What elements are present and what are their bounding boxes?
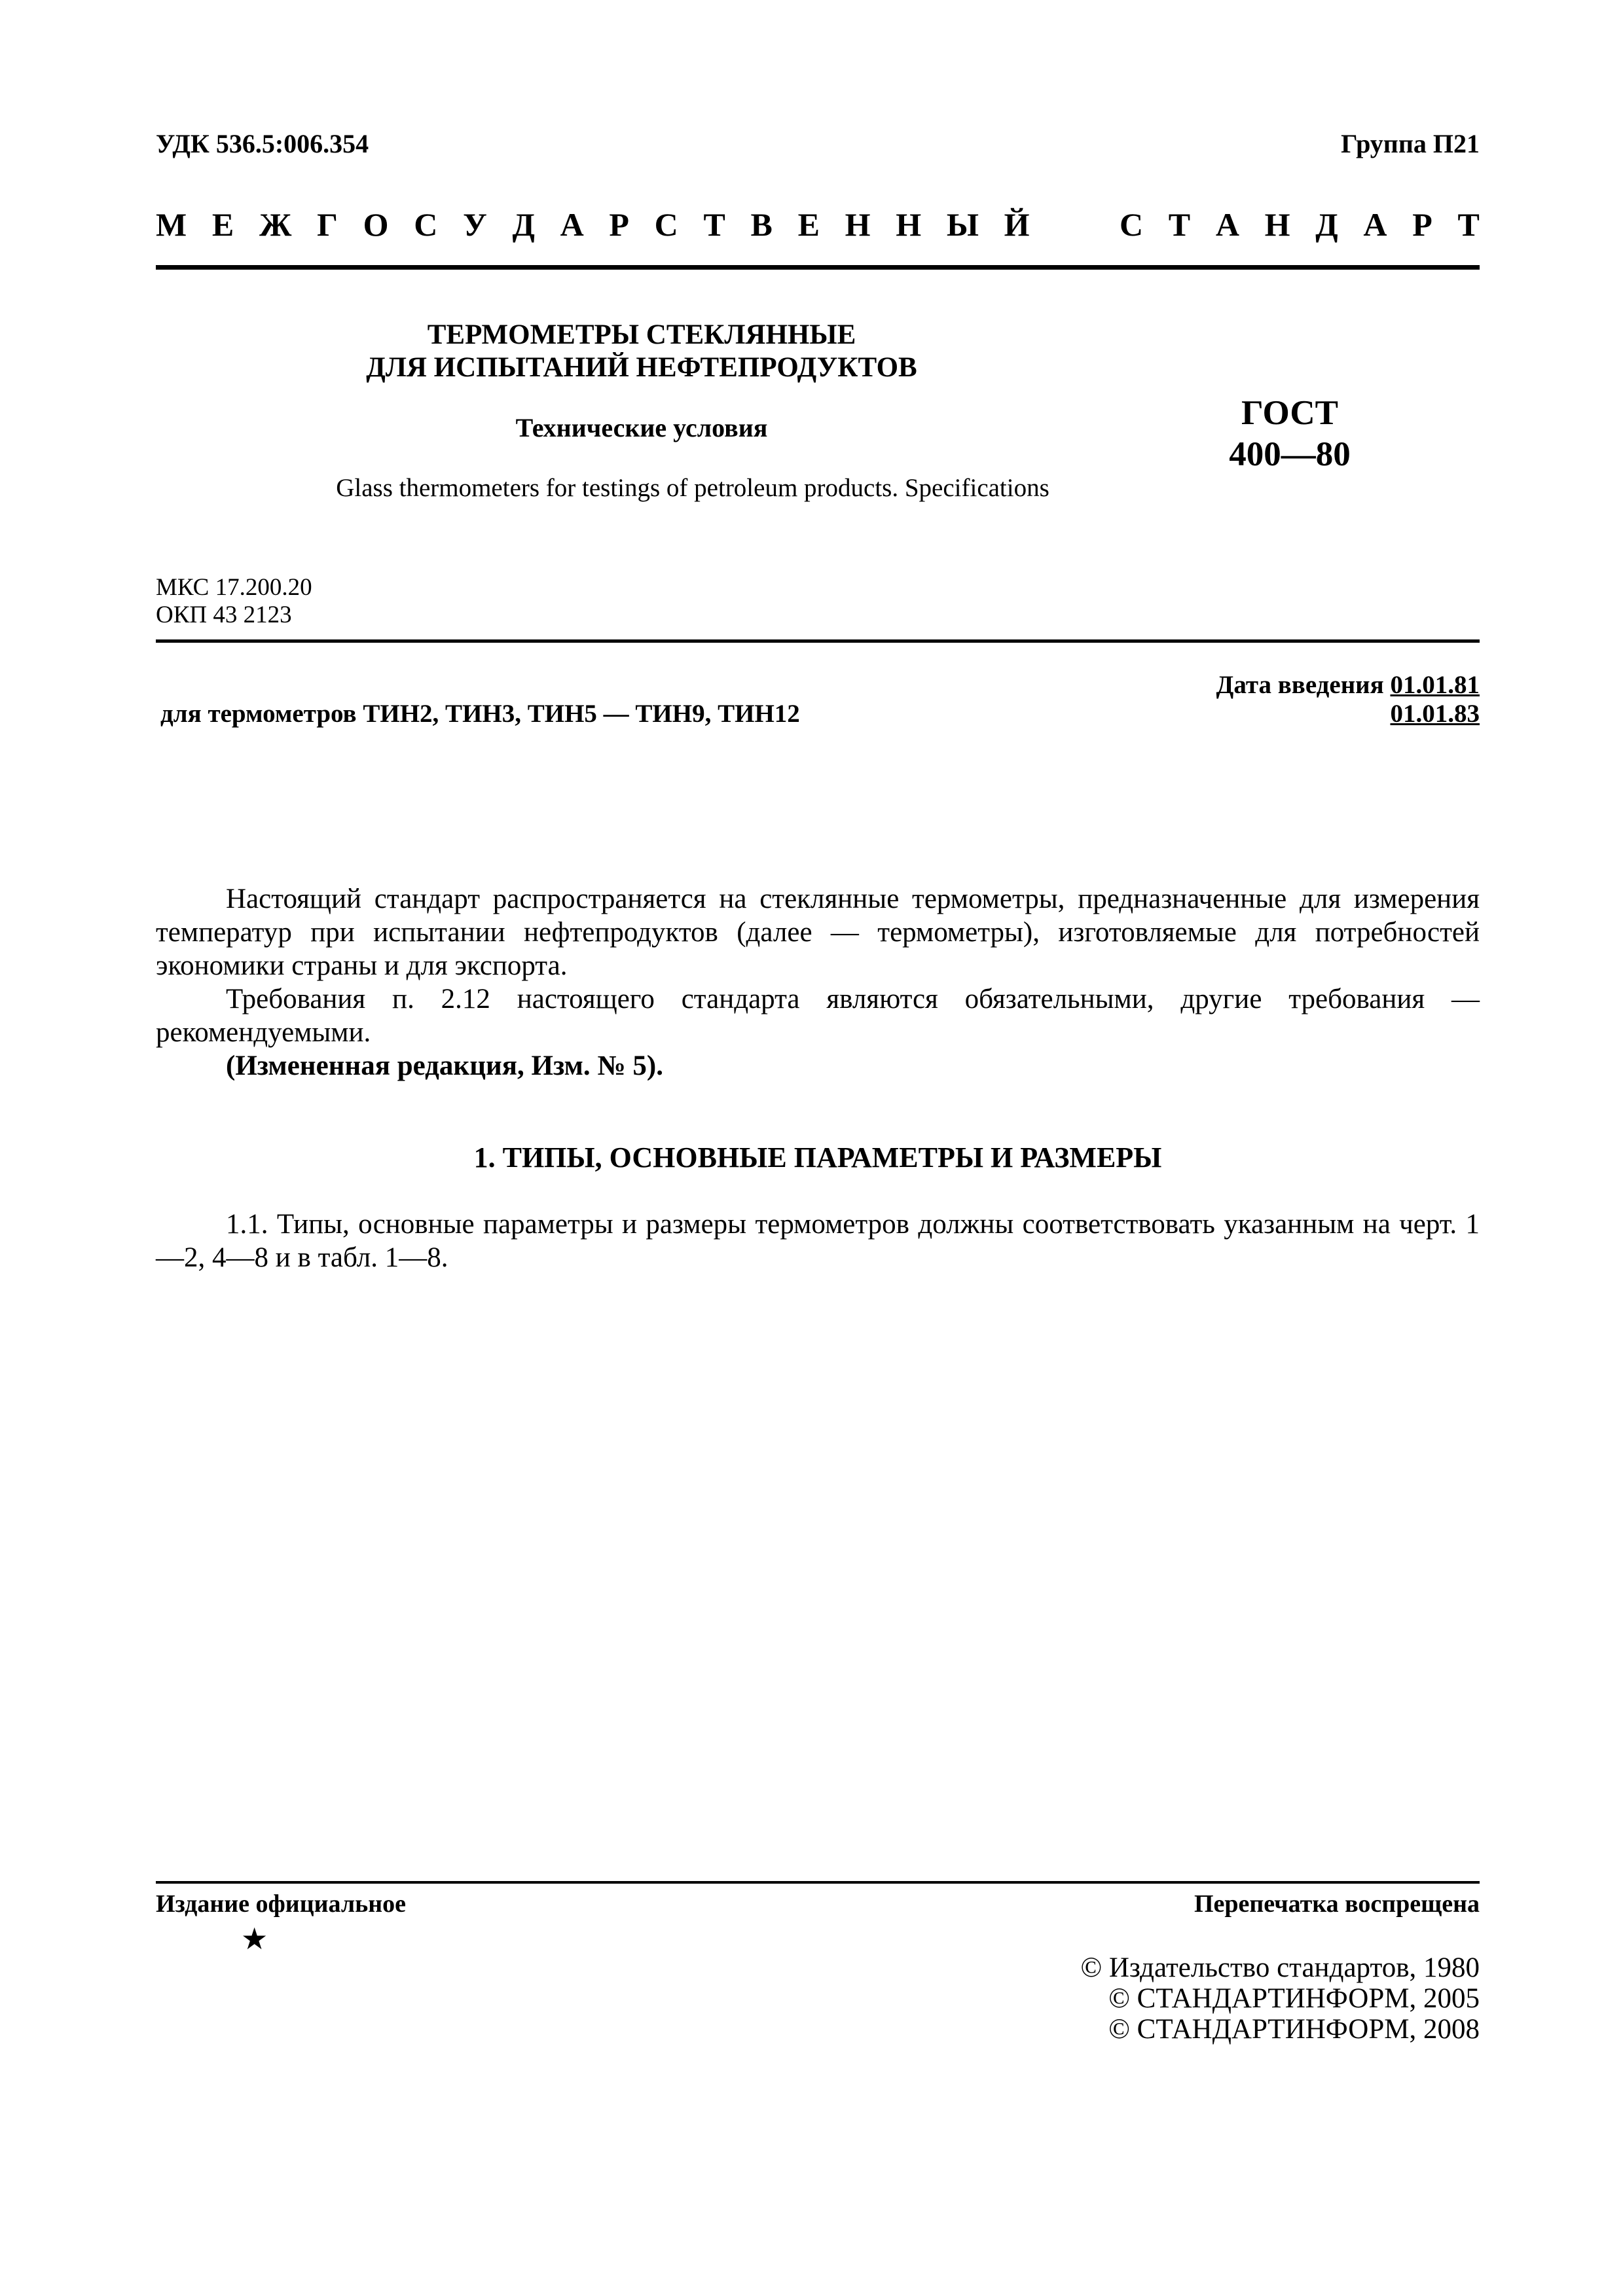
okp-code: ОКП 43 2123	[156, 601, 292, 628]
heading-letter: Е	[211, 206, 234, 243]
heading-letter: Т	[1168, 206, 1191, 243]
applies-to: для термометров ТИН2, ТИН3, ТИН5 — ТИН9, ТИН12	[160, 700, 800, 728]
heading-letter: Й	[1004, 206, 1030, 243]
codes-rule	[156, 639, 1480, 643]
heading-letter: Д	[1315, 206, 1338, 243]
heading-letter: М	[156, 206, 187, 243]
section-heading: 1. ТИПЫ, ОСНОВНЫЕ ПАРАМЕТРЫ И РАЗМЕРЫ	[473, 1141, 1162, 1174]
introduction-dates	[1216, 671, 1480, 728]
heading-letter: Т	[1457, 206, 1480, 243]
heading-letter: С	[654, 206, 678, 243]
heading-letter: С	[414, 206, 438, 243]
heading-letter: Д	[512, 206, 535, 243]
heading-letter: А	[560, 206, 584, 243]
udk-code: УДК 536.5:006.354	[156, 129, 369, 158]
heading-letter: Н	[845, 206, 871, 243]
footer-rule	[156, 1881, 1480, 1884]
heading-letter: Ы	[946, 206, 979, 243]
copyright-line-1: © Издательство стандартов, 1980	[1080, 1952, 1480, 1983]
heading-letter: Т	[703, 206, 725, 243]
clause-1-1	[156, 1208, 1480, 1274]
title-line-2: ДЛЯ ИСПЫТАНИЙ НЕФТЕПРОДУКТОВ	[366, 352, 917, 383]
heading-letter: А	[1363, 206, 1387, 243]
heading-letter: Р	[1412, 206, 1432, 243]
heading-letter: А	[1215, 206, 1239, 243]
group-code: Группа П21	[1341, 129, 1480, 158]
title-line-1: ТЕРМОМЕТРЫ СТЕКЛЯННЫЕ	[427, 319, 856, 350]
intro-date-2: 01.01.83	[1390, 700, 1480, 728]
heading-letter: Р	[609, 206, 629, 243]
intro-date-label: Дата введения	[1216, 671, 1384, 699]
official-edition: Издание официальное	[156, 1890, 407, 1918]
copyright-line-3: © СТАНДАРТИНФОРМ, 2008	[1108, 2014, 1480, 2045]
heading-letter: Н	[1264, 206, 1290, 243]
english-title: Glass thermometers for testings of petroleum products. Specifications	[336, 474, 1049, 502]
reprint-prohibited: Перепечатка воспрещена	[1194, 1890, 1480, 1918]
copyright-line-2: © СТАНДАРТИНФОРМ, 2005	[1108, 1983, 1480, 2014]
header-rule	[156, 265, 1480, 270]
paragraph-amendment: (Измененная редакция, Изм. № 5).	[226, 1050, 663, 1081]
star-icon: ★	[241, 1922, 268, 1956]
word-gap	[1055, 206, 1094, 243]
gost-code: 400—80	[1229, 435, 1351, 473]
paragraph-requirements: Требования п. 2.12 настоящего стандарта являются обязательными, другие требования — рекомендуемыми.	[156, 984, 1480, 1048]
interstate-standard-heading	[156, 206, 1480, 243]
gost-label: ГОСТ	[1241, 394, 1338, 432]
heading-letter: Е	[797, 206, 820, 243]
heading-letter: О	[363, 206, 389, 243]
body-text	[156, 882, 1480, 1083]
paragraph-scope: Настоящий стандарт распространяется на стеклянные термометры, предназначенные для измерения температур при испытании нефтепродуктов (далее — термометры), изготовляемые для потребностей экономики страны и для экспорта.	[156, 884, 1480, 981]
clause-text: 1.1. Типы, основные параметры и размеры термометров должны соответствовать указанным на черт. 1—2, 4—8 и в табл. 1—8.	[156, 1209, 1480, 1273]
heading-letter: Н	[896, 206, 922, 243]
copyright-block	[1080, 1952, 1480, 2045]
classification-codes	[156, 574, 312, 629]
gost-number	[1192, 393, 1388, 475]
heading-letter: В	[750, 206, 773, 243]
heading-letter: С	[1119, 206, 1144, 243]
intro-date-1: 01.01.81	[1390, 671, 1480, 699]
document-title	[327, 319, 956, 384]
document-subtitle: Технические условия	[515, 413, 768, 442]
heading-letter: Ж	[259, 206, 292, 243]
mks-code: МКС 17.200.20	[156, 574, 312, 601]
heading-letter: Г	[317, 206, 338, 243]
heading-letter: У	[463, 206, 487, 243]
